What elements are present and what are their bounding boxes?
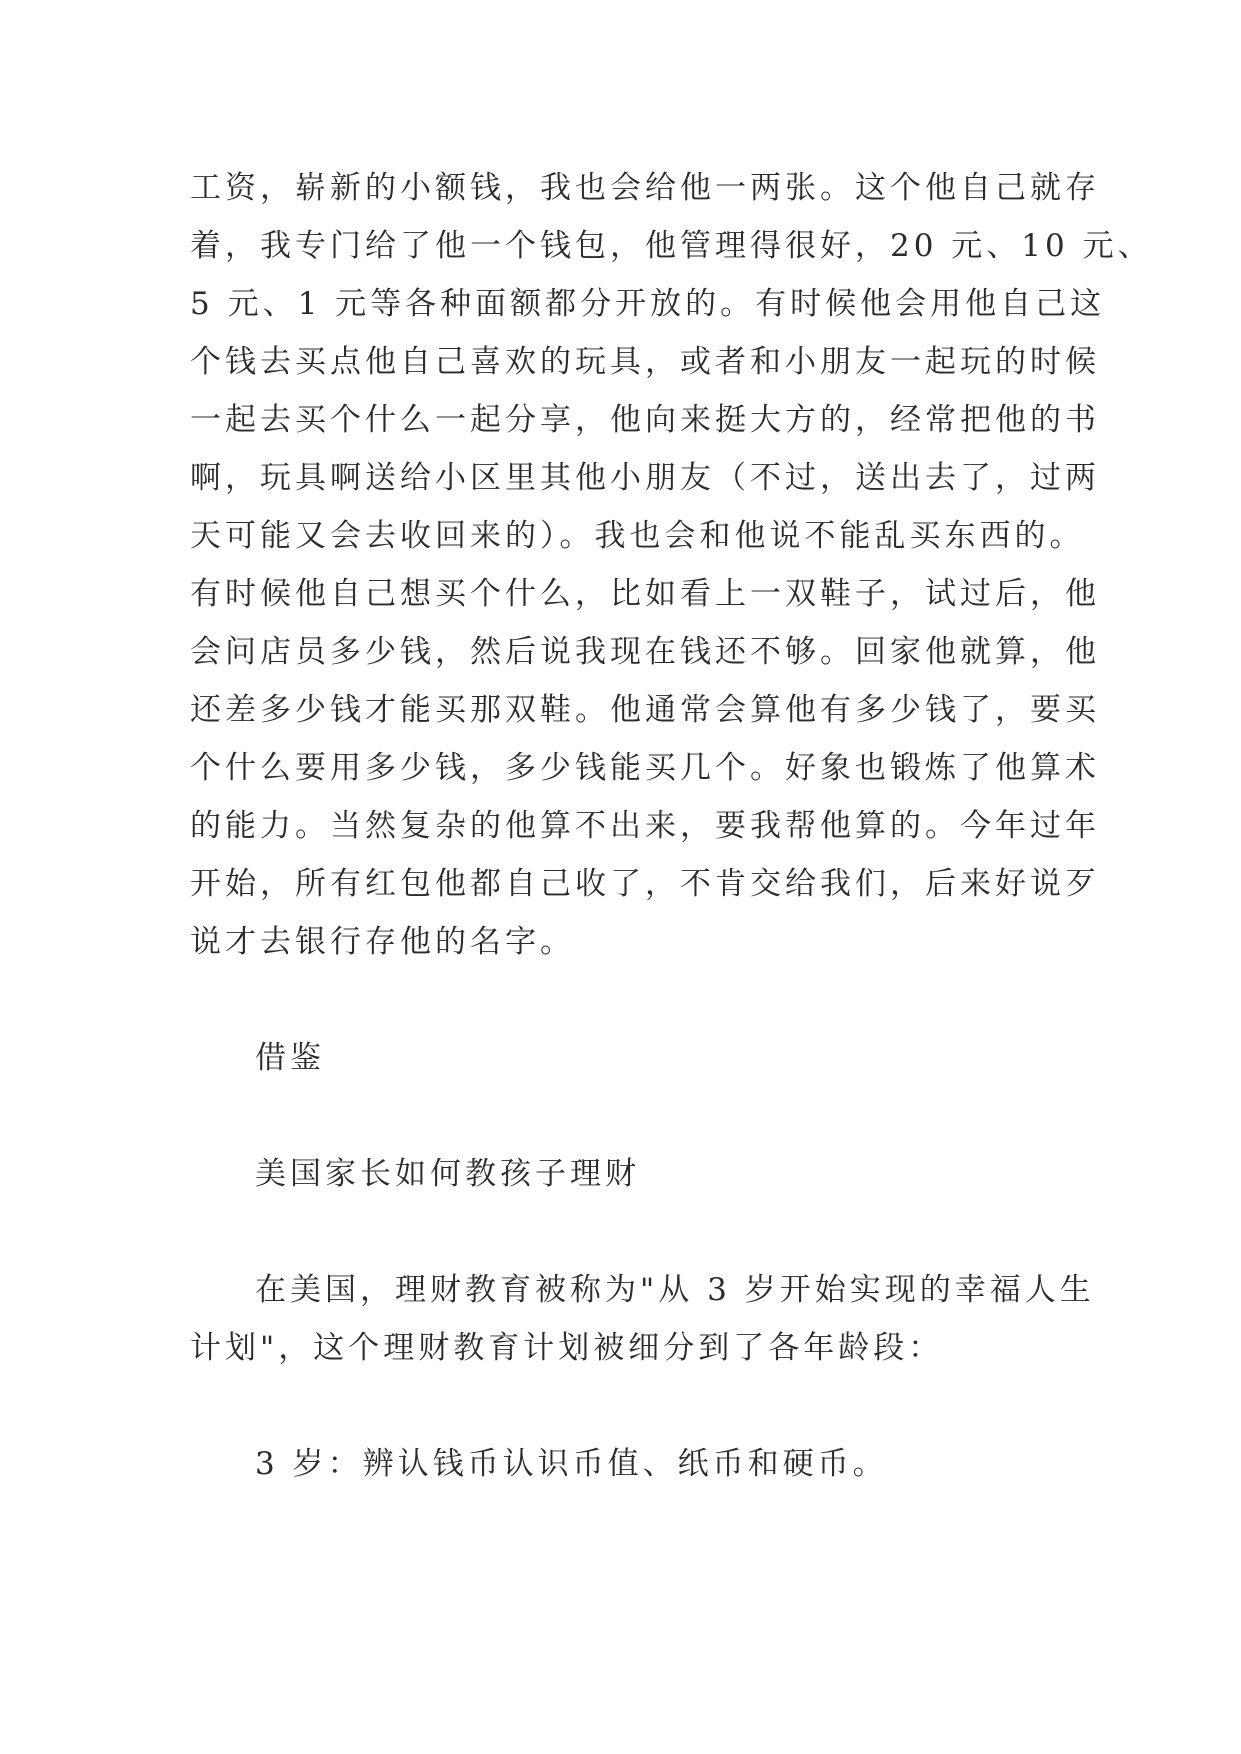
paragraph-1-line-8: 有时候他自己想买个什么，比如看上一双鞋子，试过后，他: [190, 576, 1100, 612]
paragraph-1-line-11: 个什么要用多少钱，多少钱能买几个。好象也锻炼了他算术: [190, 750, 1100, 786]
paragraph-1-line-3: 5 元、1 元等各种面额都分开放的。有时候他会用他自己这: [190, 286, 1106, 322]
paragraph-1-line-1: 工资，崭新的小额钱，我也会给他一两张。这个他自己就存: [190, 170, 1100, 206]
paragraph-1-line-14: 说才去银行存他的名字。: [190, 924, 575, 960]
paragraph-1-line-5: 一起去买个什么一起分享，他向来挺大方的，经常把他的书: [190, 402, 1100, 438]
paragraph-1-line-9: 会问店员多少钱，然后说我现在钱还不够。回家他就算，他: [190, 634, 1100, 670]
paragraph-1-line-10: 还差多少钱才能买那双鞋。他通常会算他有多少钱了，要买: [190, 692, 1100, 728]
paragraph-1-line-6: 啊，玩具啊送给小区里其他小朋友（不过，送出去了，过两: [190, 460, 1100, 496]
heading-us-parents: 美国家长如何教孩子理财: [255, 1156, 640, 1192]
paragraph-1-line-12: 的能力。当然复杂的他算不出来，要我帮他算的。今年过年: [190, 808, 1100, 844]
heading-borrow: 借鉴: [255, 1040, 325, 1076]
paragraph-2-line-2: 计划"，这个理财教育计划被细分到了各年龄段：: [190, 1330, 944, 1366]
paragraph-2-line-1: 在美国，理财教育被称为"从 3 岁开始实现的幸福人生: [255, 1272, 1095, 1308]
paragraph-1-line-4: 个钱去买点他自己喜欢的玩具，或者和小朋友一起玩的时候: [190, 344, 1100, 380]
paragraph-1-line-13: 开始，所有红包他都自己收了，不肯交给我们，后来好说歹: [190, 866, 1100, 902]
age-3-item: 3 岁：辨认钱币认识币值、纸币和硬币。: [255, 1446, 888, 1482]
paragraph-1-line-2: 着，我专门给了他一个钱包，他管理得很好，20 元、10 元、: [190, 228, 1153, 264]
paragraph-1-line-7: 天可能又会去收回来的）。我也会和他说不能乱买东西的。: [190, 518, 1085, 554]
